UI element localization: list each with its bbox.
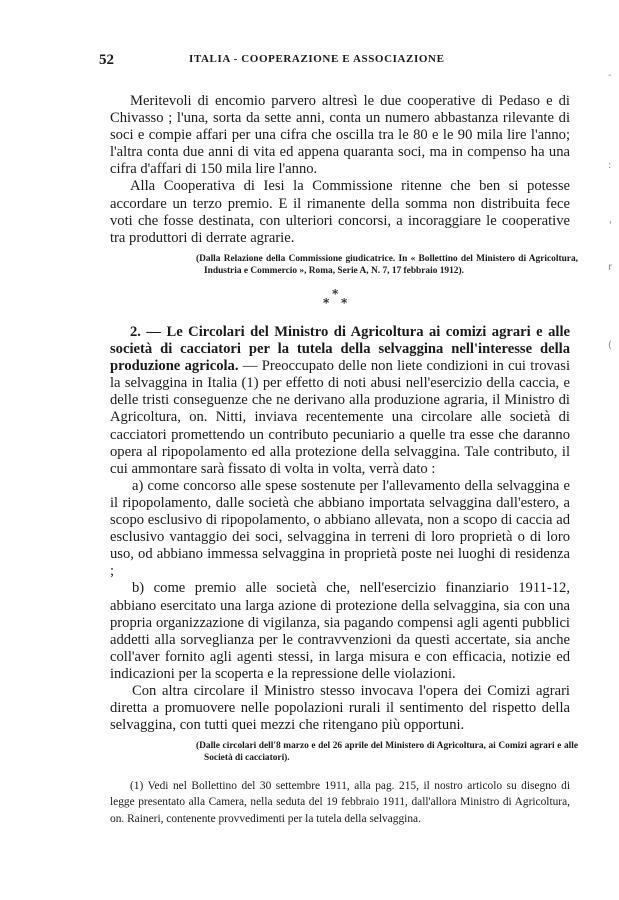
intro-text [110, 93, 570, 247]
margin-mark: - [608, 70, 612, 81]
separator-star-right: * [341, 296, 348, 310]
separator-star-left: * [323, 296, 330, 310]
section-2-body: — Preoccupato delle non liete condizioni in cui trovasi la selvaggina in Italia (1) per effetto di noti abusi nell'esercizio della caccia, e delle tristi conseguenze che ne derivano alla produzione agraria, il Ministro di Agricoltura, on. Nitti, inviava recentemente una circolare alle società di cacciatori promettendo un contributo pecuniario a quelle tra esse che daranno opera al ripopolamento ed alla protezione della selvaggina. Tale contributo, il cui ammontare sarà fissato di volta in volta, verrà dato : [110, 358, 570, 477]
section-2-intro [110, 324, 570, 478]
page-number: 52 [99, 52, 114, 68]
page-header [99, 52, 569, 70]
margin-mark: : [608, 160, 612, 171]
intro-paragraph-2: Alla Cooperativa di Iesi la Commissione ritenne che ben si potesse accordare un terzo premio. E il rimanente della somma non distribuita fece voti che fosse destinata, con ulteriori concorsi, a incoraggiare le cooperative tra produttori di derrate agrarie. [110, 178, 570, 246]
margin-mark: r [608, 262, 613, 273]
margin-mark: ' [609, 220, 612, 231]
section-2-heading: 2. — Le Circolari del Ministro di Agricoltura ai comizi agrari e alle società di cacciatori per la tutela della selvaggina nell'interesse della produzione agricola. [110, 324, 570, 375]
running-title: ITALIA - COOPERAZIONE E ASSOCIAZIONE [189, 53, 445, 65]
section-2-item-b: b) come premio alle società che, nell'esercizio finanziario 1911-12, abbiano esercitato una larga azione di protezione della selvaggina, sia con una propria organizzazione di vigilanza, sia pagando compensi agli agenti pubblici addetti alla sorveglianza per le contravvenzioni da questi accertate, sia anche coll'aver fornito agli agenti stessi, in larga misura e con efficacia, notizie ed indicazioni per la scoperta e la repressione delle violazioni. [110, 580, 570, 682]
intro-source-note: (Dalla Relazione della Commissione giudicatrice. In « Bollettino del Ministero di Agricoltura, Industria e Commercio », Roma, Serie A, N. 7, 17 febbraio 1912). [196, 254, 578, 277]
section-2-item-a: a) come concorso alle spese sostenute per l'allevamento della selvaggina e il ripopolamento, dalle società che abbiano importata selvaggina dall'estero, a scopo esclusivo di ripopolamento, o abbiano allevata, non a scopo di caccia ad esclusivo vantaggio dei soci, selvaggina in terreni di loro proprietà o di loro uso, od abbiano immessa selvaggina in proprietà poste nei luoghi di residenza ; [110, 477, 570, 580]
footnote: (1) Vedi nel Bollettino del 30 settembre 1911, alla pag. 215, il nostro articolo su disegno di legge presentato alla Camera, nella seduta del 19 febbraio 1911, dall'allora Ministro di Agricoltura, on. Raineri, contenente provvedimenti per la tutela della selvaggina. [110, 780, 570, 825]
margin-mark: ( [608, 340, 612, 351]
section-separator [323, 287, 353, 311]
section-2-source-note: (Dalle circolari dell'8 marzo e del 26 aprile del Ministero di Agricoltura, ai Comizi agrari e alle Società di cacciatori). [196, 741, 578, 764]
section-2 [110, 324, 570, 734]
separator-star-top: * [332, 287, 339, 301]
intro-paragraph-1: Meritevoli di encomio parvero altresì le due cooperative di Pedaso e di Chivasso ; l'una, sorta da sette anni, conta un numero abbastanza rilevante di soci e compie affari per una cifra che oscilla tra le 80 e le 90 mila lire l'anno; l'altra conta due anni di vita ed appena quaranta soci, ma in compenso ha una cifra d'affari di 150 mila lire l'anno. [110, 93, 570, 178]
section-2-closing: Con altra circolare il Ministro stesso invocava l'opera dei Comizi agrari diretta a promuovere nelle popolazioni rurali il sentimento del rispetto della selvaggina, con tutti quei mezzi che ritengano più opportuni. [110, 682, 570, 734]
